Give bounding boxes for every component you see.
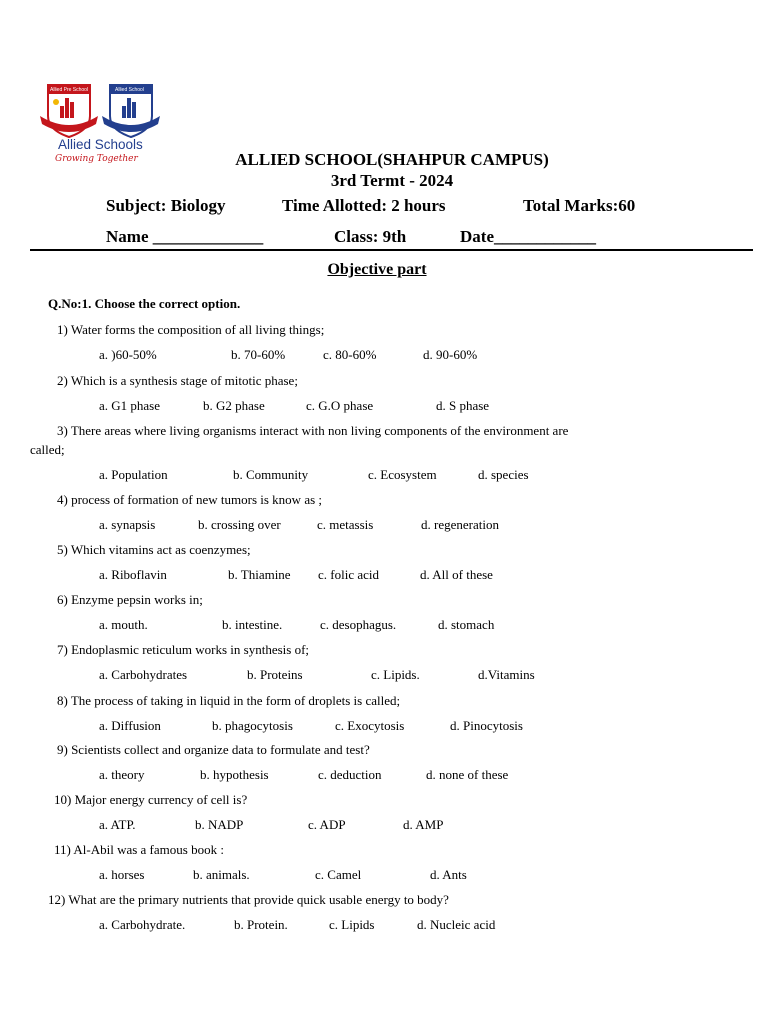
name-field: Name _____________ bbox=[106, 227, 264, 246]
question-3: 3) There areas where living organisms interact with non living components of the environment are bbox=[57, 423, 569, 438]
q6-option-d: d. stomach bbox=[438, 617, 495, 632]
q5-option-a: a. Riboflavin bbox=[99, 567, 167, 582]
q3-option-d: d. species bbox=[478, 467, 529, 482]
q11-option-c: c. Camel bbox=[315, 867, 362, 882]
class-label: Class: 9th bbox=[334, 227, 407, 246]
question-7: 7) Endoplasmic reticulum works in synthesis of; bbox=[57, 642, 310, 657]
question-6: 6) Enzyme pepsin works in; bbox=[57, 592, 203, 607]
q7-option-d: d.Vitamins bbox=[478, 667, 535, 682]
q1-option-b: b. 70-60% bbox=[231, 347, 286, 362]
q12-option-a: a. Carbohydrate. bbox=[99, 917, 186, 932]
q1-option-c: c. 80-60% bbox=[323, 347, 377, 362]
q2-option-d: d. S phase bbox=[436, 398, 490, 413]
q12-option-d: d. Nucleic acid bbox=[417, 917, 496, 932]
q3-option-b: b. Community bbox=[233, 467, 309, 482]
q3-option-c: c. Ecosystem bbox=[368, 467, 437, 482]
q8-option-d: d. Pinocytosis bbox=[450, 718, 523, 733]
q2-option-c: c. G.O phase bbox=[306, 398, 374, 413]
q12-option-b: b. Protein. bbox=[234, 917, 288, 932]
q4-option-a: a. synapsis bbox=[99, 517, 156, 532]
q1-option-a: a. )60-50% bbox=[99, 347, 157, 362]
question-11: 11) Al-Abil was a famous book : bbox=[54, 842, 224, 857]
q3-option-a: a. Population bbox=[99, 467, 168, 482]
q7-option-b: b. Proteins bbox=[247, 667, 303, 682]
q8-option-c: c. Exocytosis bbox=[335, 718, 405, 733]
q5-option-d: d. All of these bbox=[420, 567, 493, 582]
q9-option-b: b. hypothesis bbox=[200, 767, 269, 782]
question-5: 5) Which vitamins act as coenzymes; bbox=[57, 542, 251, 557]
q11-option-b: b. animals. bbox=[193, 867, 250, 882]
logo-tagline: Growing Together bbox=[55, 154, 138, 164]
q8-option-a: a. Diffusion bbox=[99, 718, 161, 733]
q9-option-d: d. none of these bbox=[426, 767, 509, 782]
badge-left-label: Allied Pre School bbox=[50, 87, 89, 93]
q5-option-b: b. Thiamine bbox=[228, 567, 291, 582]
date-field: Date____________ bbox=[460, 227, 596, 246]
marks-label: Total Marks:60 bbox=[523, 196, 636, 215]
q8-option-b: b. phagocytosis bbox=[212, 718, 293, 733]
q4-option-c: c. metassis bbox=[317, 517, 374, 532]
q5-option-c: c. folic acid bbox=[318, 567, 379, 582]
logo-brand: Allied Schools bbox=[58, 137, 143, 152]
q9-option-a: a. theory bbox=[99, 767, 145, 782]
question-12: 12) What are the primary nutrients that provide quick usable energy to body? bbox=[48, 892, 449, 907]
section-title: Objective part bbox=[327, 261, 427, 278]
school-title: ALLIED SCHOOL(SHAHPUR CAMPUS) bbox=[235, 150, 549, 169]
question-3-continued: called; bbox=[30, 442, 65, 457]
q10-option-c: c. ADP bbox=[308, 817, 346, 832]
q10-option-d: d. AMP bbox=[403, 817, 444, 832]
time-label: Time Allotted: 2 hours bbox=[282, 196, 446, 215]
question-9: 9) Scientists collect and organize data to formulate and test? bbox=[57, 742, 370, 757]
q6-option-c: c. desophagus. bbox=[320, 617, 397, 632]
q10-option-a: a. ATP. bbox=[99, 817, 136, 832]
q12-option-c: c. Lipids bbox=[329, 917, 375, 932]
q2-option-b: b. G2 phase bbox=[203, 398, 265, 413]
header-divider bbox=[30, 249, 753, 251]
q2-option-a: a. G1 phase bbox=[99, 398, 161, 413]
q1-option-d: d. 90-60% bbox=[423, 347, 478, 362]
q4-option-b: b. crossing over bbox=[198, 517, 281, 532]
badge-right-label: Allied School bbox=[115, 87, 144, 93]
question-1: 1) Water forms the composition of all living things; bbox=[57, 322, 325, 337]
q7-option-c: c. Lipids. bbox=[371, 667, 420, 682]
question-2: 2) Which is a synthesis stage of mitotic phase; bbox=[57, 373, 298, 388]
question-4: 4) process of formation of new tumors is know as ; bbox=[57, 492, 323, 507]
question-10: 10) Major energy currency of cell is? bbox=[54, 792, 248, 807]
q6-option-b: b. intestine. bbox=[222, 617, 283, 632]
question-instruction: Q.No:1. Choose the correct option. bbox=[48, 296, 241, 311]
term-title: 3rd Termt - 2024 bbox=[330, 171, 454, 190]
q10-option-b: b. NADP bbox=[195, 817, 244, 832]
q7-option-a: a. Carbohydrates bbox=[99, 667, 188, 682]
q9-option-c: c. deduction bbox=[318, 767, 382, 782]
q4-option-d: d. regeneration bbox=[421, 517, 499, 532]
question-8: 8) The process of taking in liquid in the form of droplets is called; bbox=[57, 693, 401, 708]
q11-option-d: d. Ants bbox=[430, 867, 467, 882]
subject-label: Subject: Biology bbox=[106, 196, 226, 215]
q11-option-a: a. horses bbox=[99, 867, 145, 882]
q6-option-a: a. mouth. bbox=[99, 617, 148, 632]
